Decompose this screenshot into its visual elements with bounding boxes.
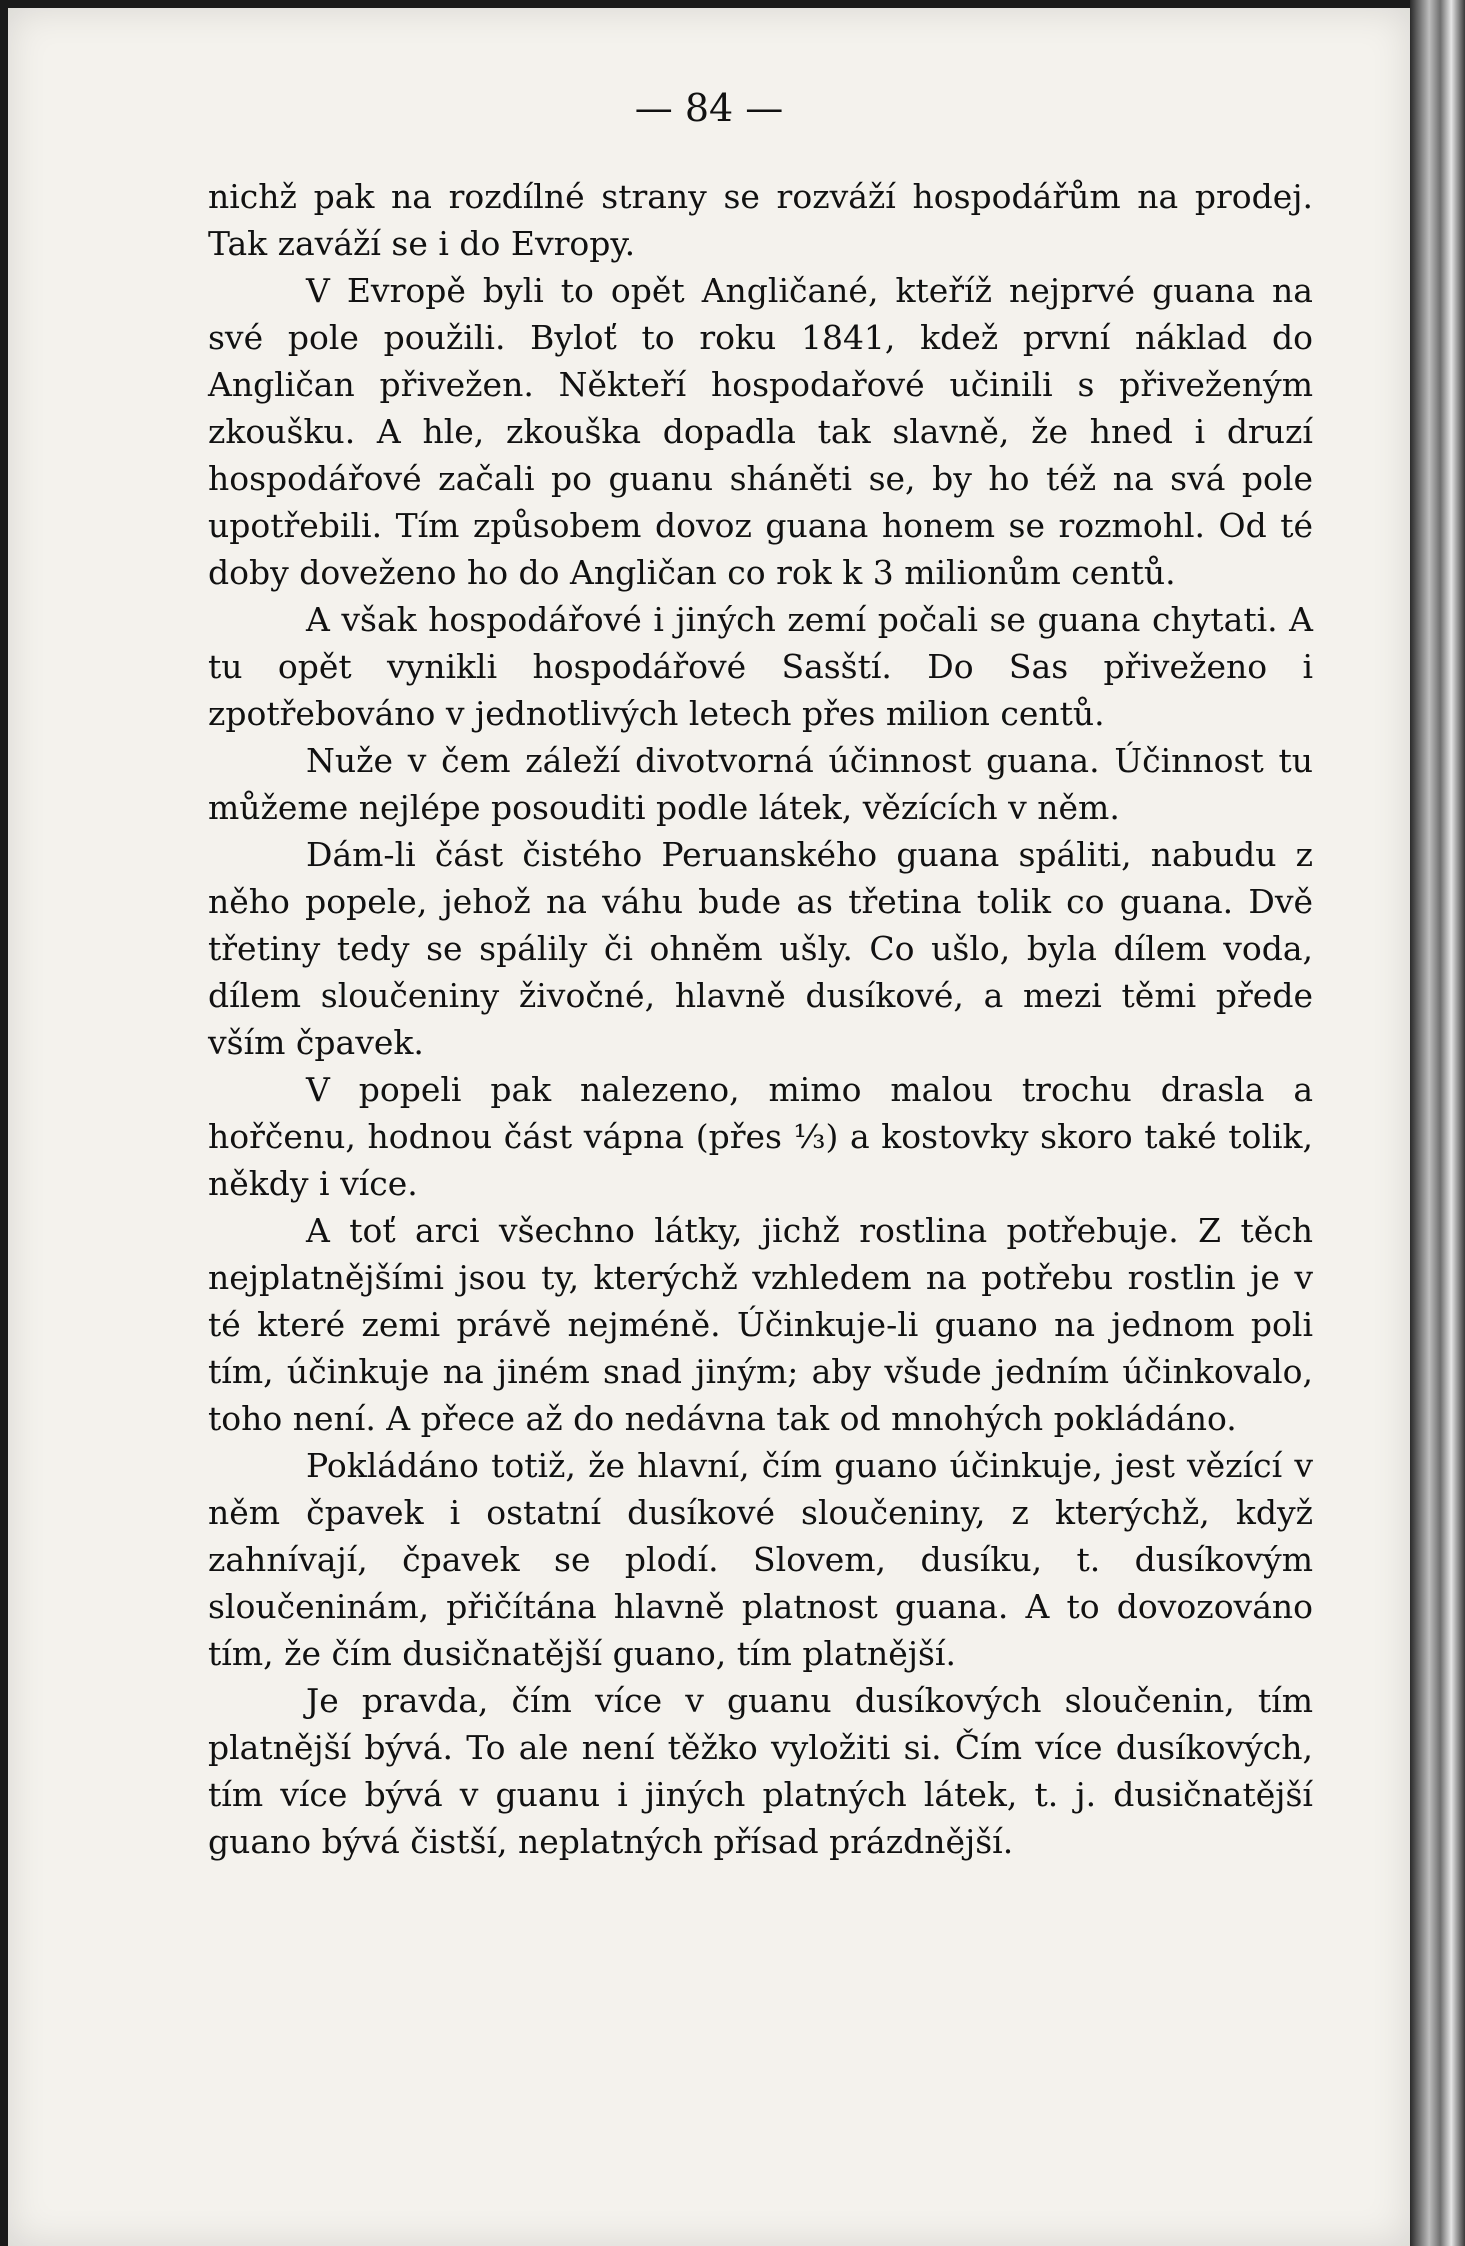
paragraph: nichž pak na rozdílné strany se rozváží hospodářům na prodej. Tak zaváží se i do Evropy. [208, 177, 1313, 263]
book-spine-edge [1410, 0, 1465, 2246]
paragraph: V Evropě byli to opět Angličané, kteříž nejprvé guana na své pole použili. Byloť to roku 1841, kdež první náklad do Angličan přivežen. Někteří hospodařové učinili s přiveženým zkoušku. A hle, zkouška dopadla tak slavně, že hned i druzí hospodářové začali po guanu sháněti se, by ho též na svá pole upotřebili. Tím způsobem dovoz guana honem se rozmohl. Od té doby doveženo ho do Angličan co rok k 3 milionům centů. [208, 271, 1313, 592]
paragraph: A toť arci všechno látky, jichž rostlina potřebuje. Z těch nejplatnějšími jsou ty, kterýchž vzhledem na potřebu rostlin je v té které zemi právě nejméně. Účinkuje-li guano na jednom poli tím, účinkuje na jiném snad jiným; aby všude jedním účinkovalo, toho není. A přece až do nedávna tak od mnohých pokládáno. [208, 1211, 1313, 1438]
paragraph: A však hospodářové i jiných zemí počali se guana chytati. A tu opět vynikli hospodářové Sasští. Do Sas přiveženo i zpotřebováno v jednotlivých letech přes milion centů. [208, 600, 1313, 733]
paragraph: V popeli pak nalezeno, mimo malou trochu drasla a hořčenu, hodnou část vápna (přes ⅓) a kostovky skoro také tolik, někdy i více. [208, 1070, 1313, 1203]
paragraph: Dám-li část čistého Peruanského guana spáliti, nabudu z něho popele, jehož na váhu bude as třetina tolik co guana. Dvě třetiny tedy se spálily či ohněm ušly. Co ušlo, byla dílem voda, dílem sloučeniny živočné, hlavně dusíkové, a mezi těmi přede vším čpavek. [208, 835, 1313, 1062]
paragraph: Je pravda, čím více v guanu dusíkových sloučenin, tím platnější bývá. To ale není těžko vyložiti si. Čím více dusíkových, tím více bývá v guanu i jiných platných látek, t. j. dusičnatější guano bývá čistší, neplatných přísad prázdnější. [208, 1681, 1313, 1861]
paragraph: Pokládáno totiž, že hlavní, čím guano účinkuje, jest vězící v něm čpavek i ostatní dusíkové sloučeniny, z kterýchž, když zahnívají, čpavek se plodí. Slovem, dusíku, t. dusíkovým sloučeninám, přičítána hlavně platnost guana. A to dovozováno tím, že čím dusičnatější guano, tím platnější. [208, 1446, 1313, 1673]
paragraph: Nuže v čem záleží divotvorná účinnost guana. Účinnost tu můžeme nejlépe posouditi podle látek, vězících v něm. [208, 741, 1313, 827]
book-page [8, 8, 1410, 2246]
body-text [208, 173, 1313, 1865]
page-number: — 84 — [634, 86, 784, 130]
